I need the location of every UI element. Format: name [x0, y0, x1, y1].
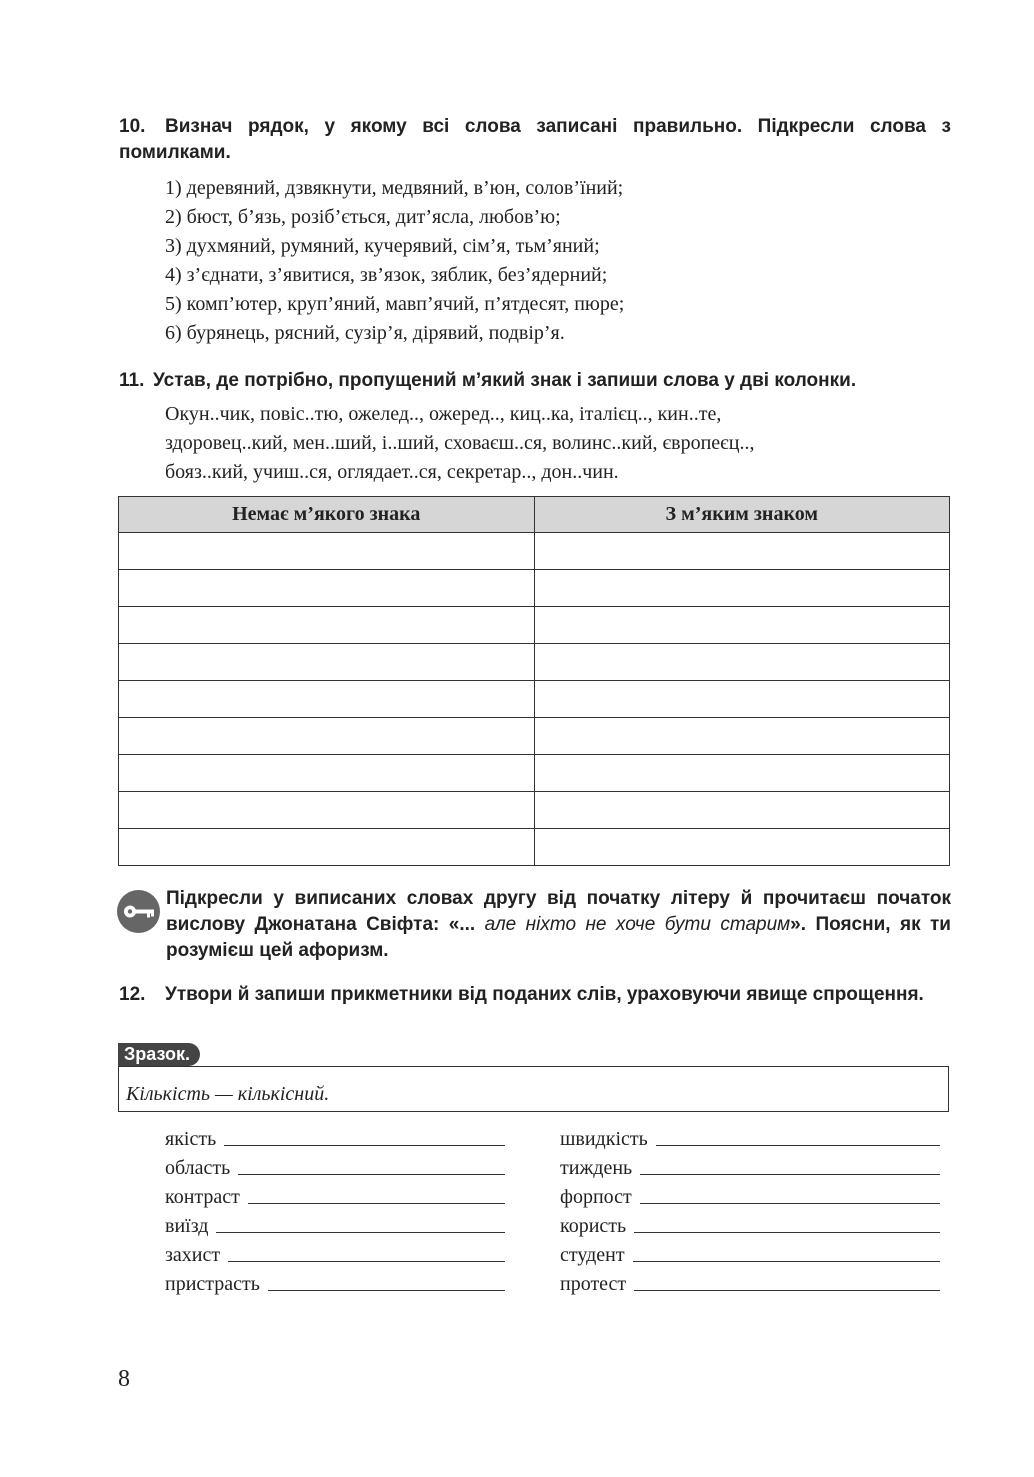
base-word: контраст	[165, 1186, 240, 1208]
option-5: 5) комп’ютер, круп’яний, мавп’ячий, п’ятдесят, пюре;	[165, 293, 625, 315]
answer-cell[interactable]	[119, 570, 535, 607]
base-word: студент	[560, 1244, 625, 1266]
word-row	[560, 1209, 940, 1238]
base-word: захист	[165, 1244, 221, 1266]
base-word: швидкість	[560, 1128, 648, 1150]
answer-cell[interactable]	[119, 718, 535, 755]
option-1: 1) деревяний, дзвякнути, медвяний, в’юн, солов’їний;	[165, 177, 624, 199]
word-list	[165, 400, 951, 487]
word-row	[560, 1267, 940, 1296]
answer-cell[interactable]	[534, 755, 950, 792]
table-row	[119, 681, 950, 718]
base-word: якість	[165, 1128, 217, 1150]
word-column-right	[560, 1122, 940, 1296]
answer-cell[interactable]	[119, 607, 535, 644]
swift-quote: але ніхто не хоче бути старим	[475, 914, 791, 935]
task-number: 11.	[119, 370, 145, 391]
answer-cell[interactable]	[119, 755, 535, 792]
answer-line[interactable]	[633, 1261, 940, 1262]
table-header-row	[119, 497, 950, 533]
answer-line[interactable]	[248, 1203, 505, 1204]
answer-cell[interactable]	[119, 792, 535, 829]
table-row	[119, 755, 950, 792]
word-row	[165, 1267, 505, 1296]
task-instruction: Визнач рядок, у якому всі слова записані правильно. Підкресли слова з помилками.	[119, 116, 951, 163]
note-text-end: ». Поясни, як ти розумієш цей афоризм.	[166, 914, 951, 961]
answer-line[interactable]	[640, 1174, 940, 1175]
task-11-heading	[119, 368, 951, 394]
word-line-2: здоровец..кий, мен..ший, і..ший, сховаєш..ся, волинс..кий, європеєц..,	[165, 432, 755, 454]
base-word: протест	[560, 1273, 627, 1295]
answer-line[interactable]	[656, 1145, 940, 1146]
task-number: 10.	[119, 116, 146, 137]
answer-cell[interactable]	[534, 533, 950, 570]
word-row	[165, 1209, 505, 1238]
base-word: користь	[560, 1215, 627, 1237]
table-row	[119, 533, 950, 570]
table-row	[119, 792, 950, 829]
answer-cell[interactable]	[119, 829, 535, 866]
answer-cell[interactable]	[534, 607, 950, 644]
sample-box	[118, 1066, 949, 1112]
answer-line[interactable]	[228, 1261, 505, 1262]
table-row	[119, 644, 950, 681]
sample-label: Зразок.	[118, 1043, 200, 1066]
task-12-heading	[119, 982, 951, 1008]
answer-cell[interactable]	[119, 533, 535, 570]
task-10	[119, 114, 951, 348]
word-row	[165, 1238, 505, 1267]
task-instruction: Устав, де потрібно, пропущений м’який знак і запиши слова у дві колонки.	[153, 370, 857, 391]
answer-options	[165, 174, 951, 348]
table-row	[119, 607, 950, 644]
word-row	[560, 1151, 940, 1180]
sample-text: Кількість — кількісний.	[126, 1083, 330, 1105]
key-note	[117, 886, 951, 964]
option-6: 6) бурянець, рясний, сузір’я, дірявий, подвір’я.	[165, 322, 565, 344]
option-4: 4) з’єднати, з’явитися, зв’язок, зяблик, без’ядерний;	[165, 264, 608, 286]
answer-line[interactable]	[238, 1174, 505, 1175]
base-word: пристрасть	[165, 1273, 260, 1295]
answer-line[interactable]	[634, 1232, 940, 1233]
base-word: виїзд	[165, 1215, 209, 1237]
note-text-start: Підкресли у виписаних словах другу від початку літеру й прочитаєш початок вислову Джонатана Свіфта: «...	[166, 888, 951, 935]
answer-cell[interactable]	[119, 644, 535, 681]
page-number: 8	[118, 1366, 130, 1392]
task-11	[119, 368, 951, 487]
word-row	[560, 1122, 940, 1151]
key-note-text	[166, 886, 951, 964]
answer-line[interactable]	[640, 1203, 940, 1204]
option-2: 2) бюст, б’язь, розіб’ється, дит’ясла, любов’ю;	[165, 206, 561, 228]
word-row	[165, 1122, 505, 1151]
word-line-1: Окун..чик, повіс..тю, ожелед.., ожеред.., киц..ка, італієц.., кин..те,	[165, 403, 722, 425]
base-word: область	[165, 1157, 231, 1179]
table-row	[119, 829, 950, 866]
task-12	[119, 982, 951, 1008]
answer-cell[interactable]	[534, 644, 950, 681]
column-header-with-soft-sign: З м’яким знаком	[534, 497, 950, 533]
answer-cell[interactable]	[534, 792, 950, 829]
task-instruction: Утвори й запиши прикметники від поданих слів, ураховуючи явище спрощення.	[165, 984, 924, 1005]
answer-line[interactable]	[216, 1232, 505, 1233]
base-word: тиждень	[560, 1157, 633, 1179]
base-word: форпост	[560, 1186, 632, 1208]
answer-cell[interactable]	[119, 681, 535, 718]
word-line-3: бояз..кий, учиш..ся, оглядает..ся, секретар.., дон..чин.	[165, 461, 619, 483]
table-row	[119, 718, 950, 755]
word-row	[165, 1151, 505, 1180]
answer-cell[interactable]	[534, 718, 950, 755]
answer-line[interactable]	[634, 1290, 940, 1291]
sorting-table	[118, 496, 950, 866]
task-10-heading	[119, 114, 951, 166]
answer-cell[interactable]	[534, 829, 950, 866]
word-column-left	[165, 1122, 505, 1296]
word-row	[560, 1238, 940, 1267]
answer-cell[interactable]	[534, 681, 950, 718]
answer-line[interactable]	[268, 1290, 505, 1291]
task-number: 12.	[119, 984, 146, 1005]
column-header-no-soft-sign: Немає м’якого знака	[119, 497, 535, 533]
word-row	[560, 1180, 940, 1209]
answer-line[interactable]	[224, 1145, 505, 1146]
option-3: 3) духмяний, румяний, кучерявий, сім’я, тьм’яний;	[165, 235, 600, 257]
key-icon	[117, 890, 160, 933]
table-row	[119, 570, 950, 607]
answer-cell[interactable]	[534, 570, 950, 607]
word-row	[165, 1180, 505, 1209]
